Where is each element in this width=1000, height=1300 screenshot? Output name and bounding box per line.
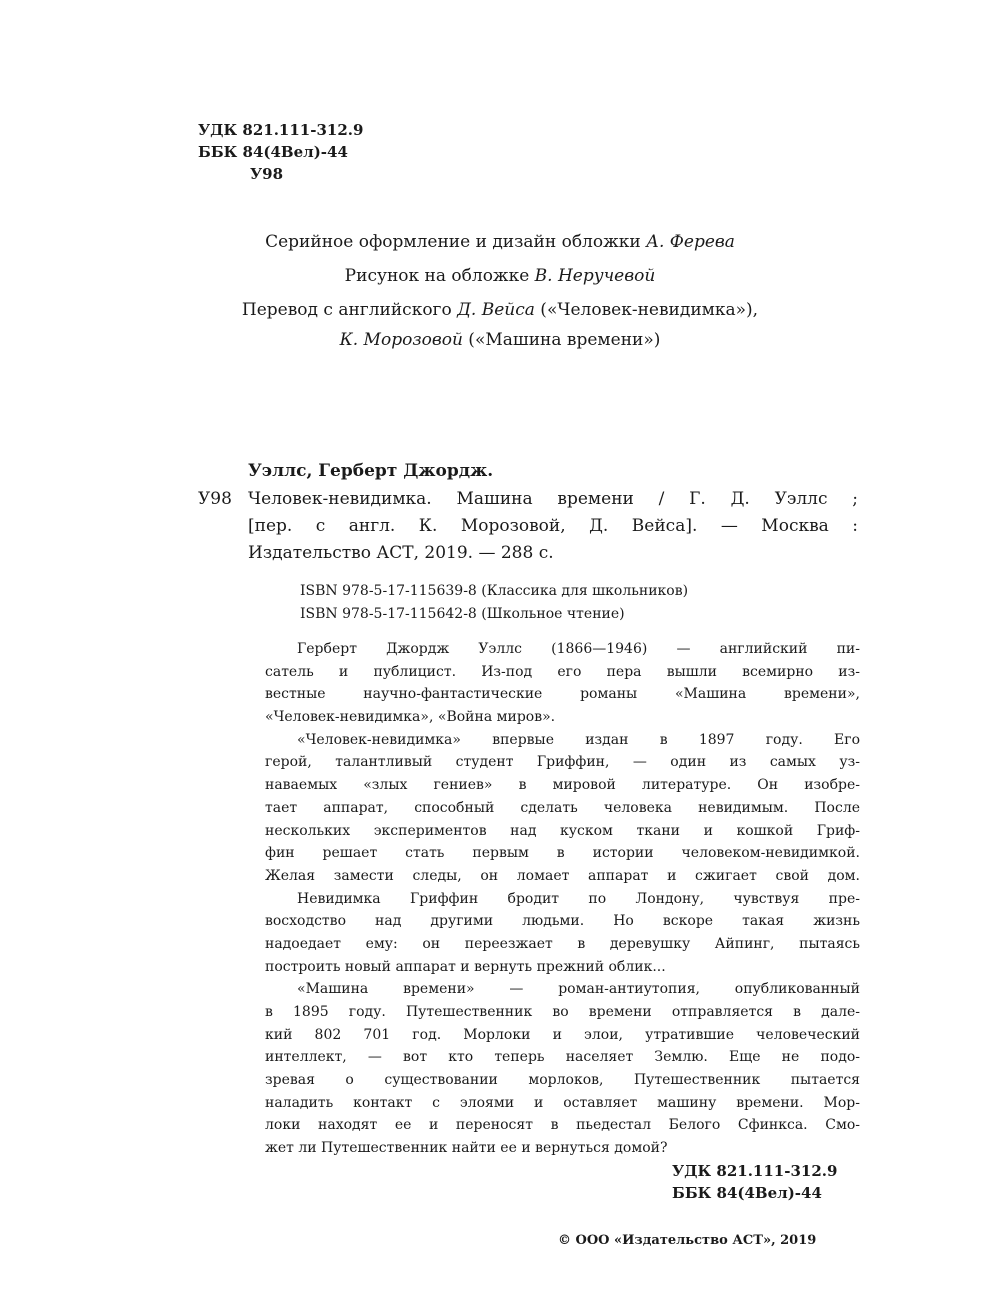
- annotation-line: восходство над другими людьми. Но вскоре такая жизнь: [265, 913, 860, 930]
- cover-illustration-label: Рисунок на обложке: [344, 266, 535, 286]
- translator-2-name: К. Морозовой: [339, 330, 463, 350]
- annotation-line: наваемых «злых гениев» в мировой литературе. Он изобре-: [265, 777, 860, 794]
- bbk-code-top: ББК 84(4Вел)-44: [198, 143, 348, 161]
- annotation-line: «Человек-невидимка» впервые издан в 1897 году. Его: [297, 731, 860, 748]
- annotation-line: построить новый аппарат и вернуть прежний облик...: [265, 958, 666, 975]
- annotation-line: нескольких экспериментов над куском ткани и кошкой Гриф-: [265, 822, 860, 839]
- annotation-line: сатель и публицист. Из-под его пера вышли всемирно из-: [265, 663, 860, 680]
- annotation-line: в 1895 году. Путешественник во времени отправляется в дале-: [265, 1004, 860, 1020]
- translation-label: Перевод с английского: [241, 300, 458, 320]
- annotation-line: герой, талантливый студент Гриффин, — один из самых уз-: [265, 754, 860, 771]
- annotation: [265, 638, 860, 1160]
- cover-design-label: Серийное оформление и дизайн обложки: [265, 232, 647, 252]
- author-code-top: У98: [250, 165, 284, 183]
- translator-2-work: («Машина времени»): [462, 330, 661, 350]
- translation-credit: [0, 298, 1000, 322]
- author-heading: Уэллс, Герберт Джордж.: [248, 461, 494, 481]
- bibliographic-author-code: У98: [198, 489, 232, 509]
- annotation-line: тает аппарат, способный сделать человека невидимым. После: [265, 799, 860, 816]
- annotation-line: наладить контакт с элоями и оставляет машину времени. Мор-: [265, 1094, 860, 1111]
- cover-design-name: А. Ферева: [646, 232, 735, 252]
- annotation-line: Невидимка Гриффин бродит по Лондону, чувствуя пре-: [297, 890, 860, 907]
- cover-illustration-name: В. Неручевой: [534, 266, 656, 286]
- copyright-notice: © ООО «Издательство АСТ», 2019: [558, 1233, 817, 1248]
- bibliographic-line: [пер. с англ. К. Морозовой, Д. Вейса]. — Москва :: [248, 516, 858, 536]
- udk-code-bottom: УДК 821.111-312.9: [672, 1162, 838, 1180]
- isbn-line: ISBN 978-5-17-115642-8 (Школьное чтение): [300, 606, 625, 622]
- annotation-line: Желая замести следы, он ломает аппарат и сжигает свой дом.: [265, 867, 860, 884]
- cover-design-credit: [0, 230, 1000, 254]
- annotation-line: зревая о существовании морлоков, Путешественник пытается: [265, 1072, 860, 1089]
- bibliographic-line: Человек-невидимка. Машина времени / Г. Д. Уэллс ;: [248, 489, 858, 509]
- bbk-code-bottom: ББК 84(4Вел)-44: [672, 1184, 822, 1202]
- translation-credit-continued: [0, 328, 1000, 352]
- annotation-line: вестные научно-фантастические романы «Машина времени»,: [265, 686, 860, 703]
- annotation-line: «Человек-невидимка», «Война миров».: [265, 709, 556, 726]
- annotation-line: жет ли Путешественник найти ее и вернуться домой?: [265, 1140, 668, 1157]
- annotation-line: «Машина времени» — роман-антиутопия, опубликованный: [297, 981, 860, 998]
- annotation-line: надоедает ему: он переезжает в деревушку Айпинг, пытаясь: [265, 935, 860, 952]
- translator-1-work: («Человек-невидимка»),: [534, 300, 759, 320]
- bibliographic-line: Издательство АСТ, 2019. — 288 с.: [248, 543, 554, 563]
- translator-1-name: Д. Вейса: [457, 300, 535, 320]
- annotation-line: локи находят ее и переносят в пьедестал Белого Сфинкса. Смо-: [265, 1117, 860, 1134]
- annotation-line: Герберт Джордж Уэллс (1866—1946) — английский пи-: [297, 641, 860, 657]
- udk-code-top: УДК 821.111-312.9: [198, 121, 364, 139]
- isbn-line: ISBN 978-5-17-115639-8 (Классика для школьников): [300, 583, 689, 599]
- annotation-line: фин решает стать первым в истории человеком-невидимкой.: [265, 845, 860, 862]
- cover-illustration-credit: [0, 264, 1000, 288]
- annotation-line: интеллект, — вот кто теперь населяет Землю. Еще не подо-: [265, 1049, 860, 1066]
- bibliographic-description: [248, 486, 858, 567]
- annotation-line: кий 802 701 год. Морлоки и элои, утратившие человеческий: [265, 1026, 860, 1043]
